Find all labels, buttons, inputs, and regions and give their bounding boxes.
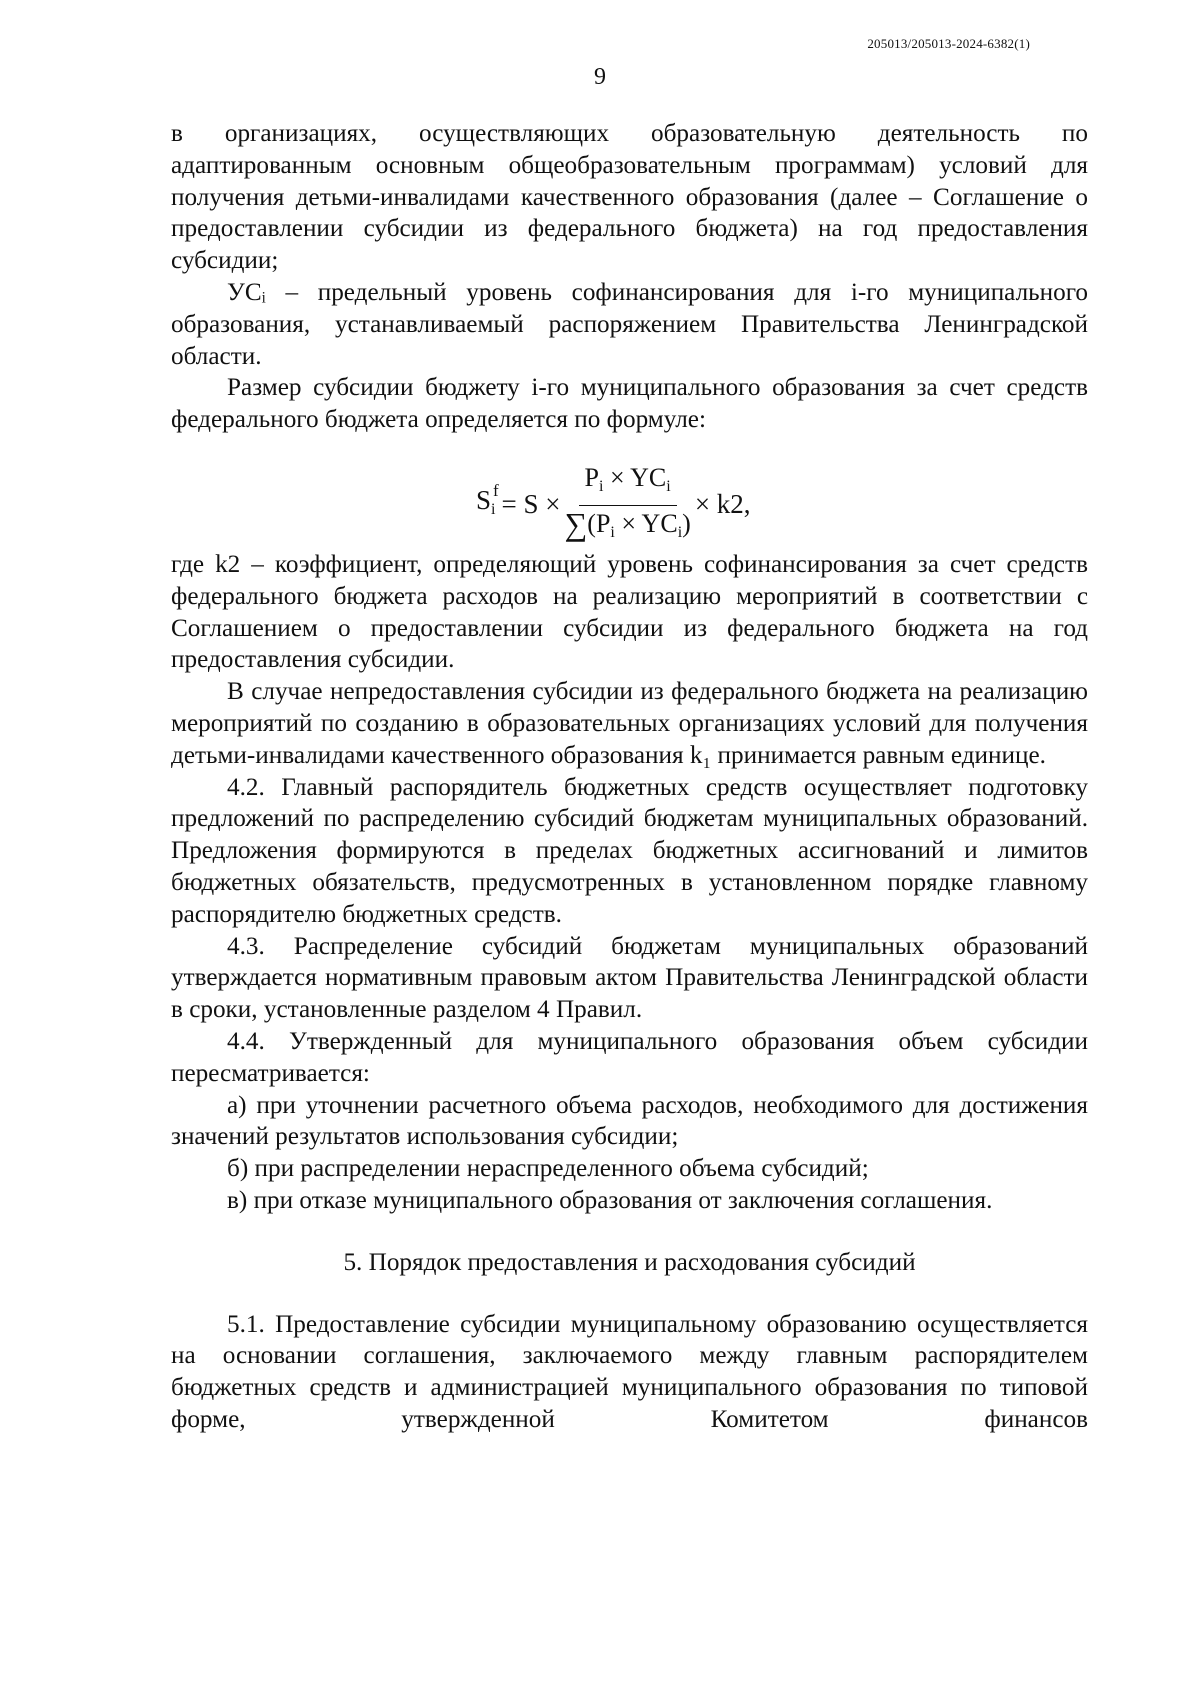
list-item: б) при распределении нераспределенного объема субсидий; — [227, 1155, 869, 1183]
paragraph: 4.3. Распределение субсидий бюджетам муниципальных образований утверждается нормативным правовым актом Правительства Ленинградской области в сроки, установленные разделом 4 Правил. — [171, 932, 1088, 1024]
subsidy-formula — [171, 446, 1088, 541]
page-number: 9 — [594, 64, 606, 90]
paragraph: где k2 – коэффициент, определяющий уровень софинансирования за счет средств федерального бюджета расходов на реализацию мероприятий в соответствии с Соглашением о предоставлении субсидии из федерального бюджета на год предоставления субсидии. — [171, 550, 1088, 674]
formula-equals: = S × — [501, 489, 561, 520]
formula-tail: × k2, — [694, 489, 751, 520]
paragraph: 4.4. Утвержденный для муниципального образования объем субсидии пересматривается: — [171, 1027, 1088, 1087]
section-heading: 5. Порядок предоставления и расходования субсидий — [343, 1248, 916, 1276]
formula-numerator: $P_i \times YC_i$ — [579, 462, 677, 506]
paragraph: 5.1. Предоставление субсидии муниципальному образованию осуществляется на основании соглашения, заключаемого между главным распорядителем бюджетных средств и администрацией муниципального образования по типовой форме, утвержденной Комитетом финансов — [171, 1310, 1088, 1433]
paragraph: в организациях, осуществляющих образовательную деятельность по адаптированным основным общеобразовательным программам) условий для получения детьми-инвалидами качественного образования (далее – Соглашение о предоставлении субсидии из федерального бюджета) на год предоставления субсидии; — [171, 120, 1088, 275]
list-item: в) при отказе муниципального образования от заключения соглашения. — [227, 1186, 993, 1214]
formula-denominator: $\sum(P_i \times YC_i)$ — [564, 505, 691, 542]
paragraph: В случае непредоставления субсидии из федерального бюджета на реализацию мероприятий по созданию в образовательных организациях условий для получения детьми-инвалидами качественного образования k₁ принимается равным единице. — [171, 678, 1088, 769]
paragraph: УСᵢ – предельный уровень софинансирования для i-го муниципального образования, устанавливаемый распоряжением Правительства Ленинградской области. — [171, 278, 1088, 370]
document-body — [171, 118, 1088, 1436]
document-registration-number: 205013/205013-2024-6382(1) — [867, 36, 1030, 51]
paragraph: 4.2. Главный распорядитель бюджетных средств осуществляет подготовку предложений по распределению субсидий бюджетам муниципальных образований. Предложения формируются в пределах бюджетных ассигнований и лимитов бюджетных обязательств, предусмотренных в установленном порядке главному распорядителю бюджетных средств. — [171, 773, 1088, 928]
list-item: а) при уточнении расчетного объема расходов, необходимого для достижения значений результатов использования субсидии; — [171, 1091, 1088, 1151]
formula-fraction — [564, 462, 690, 549]
paragraph: Размер субсидии бюджету i-го муниципального образования за счет средств федерального бюджета определяется по формуле: — [171, 374, 1088, 434]
formula-lhs: S f $_i$ — [476, 480, 499, 518]
